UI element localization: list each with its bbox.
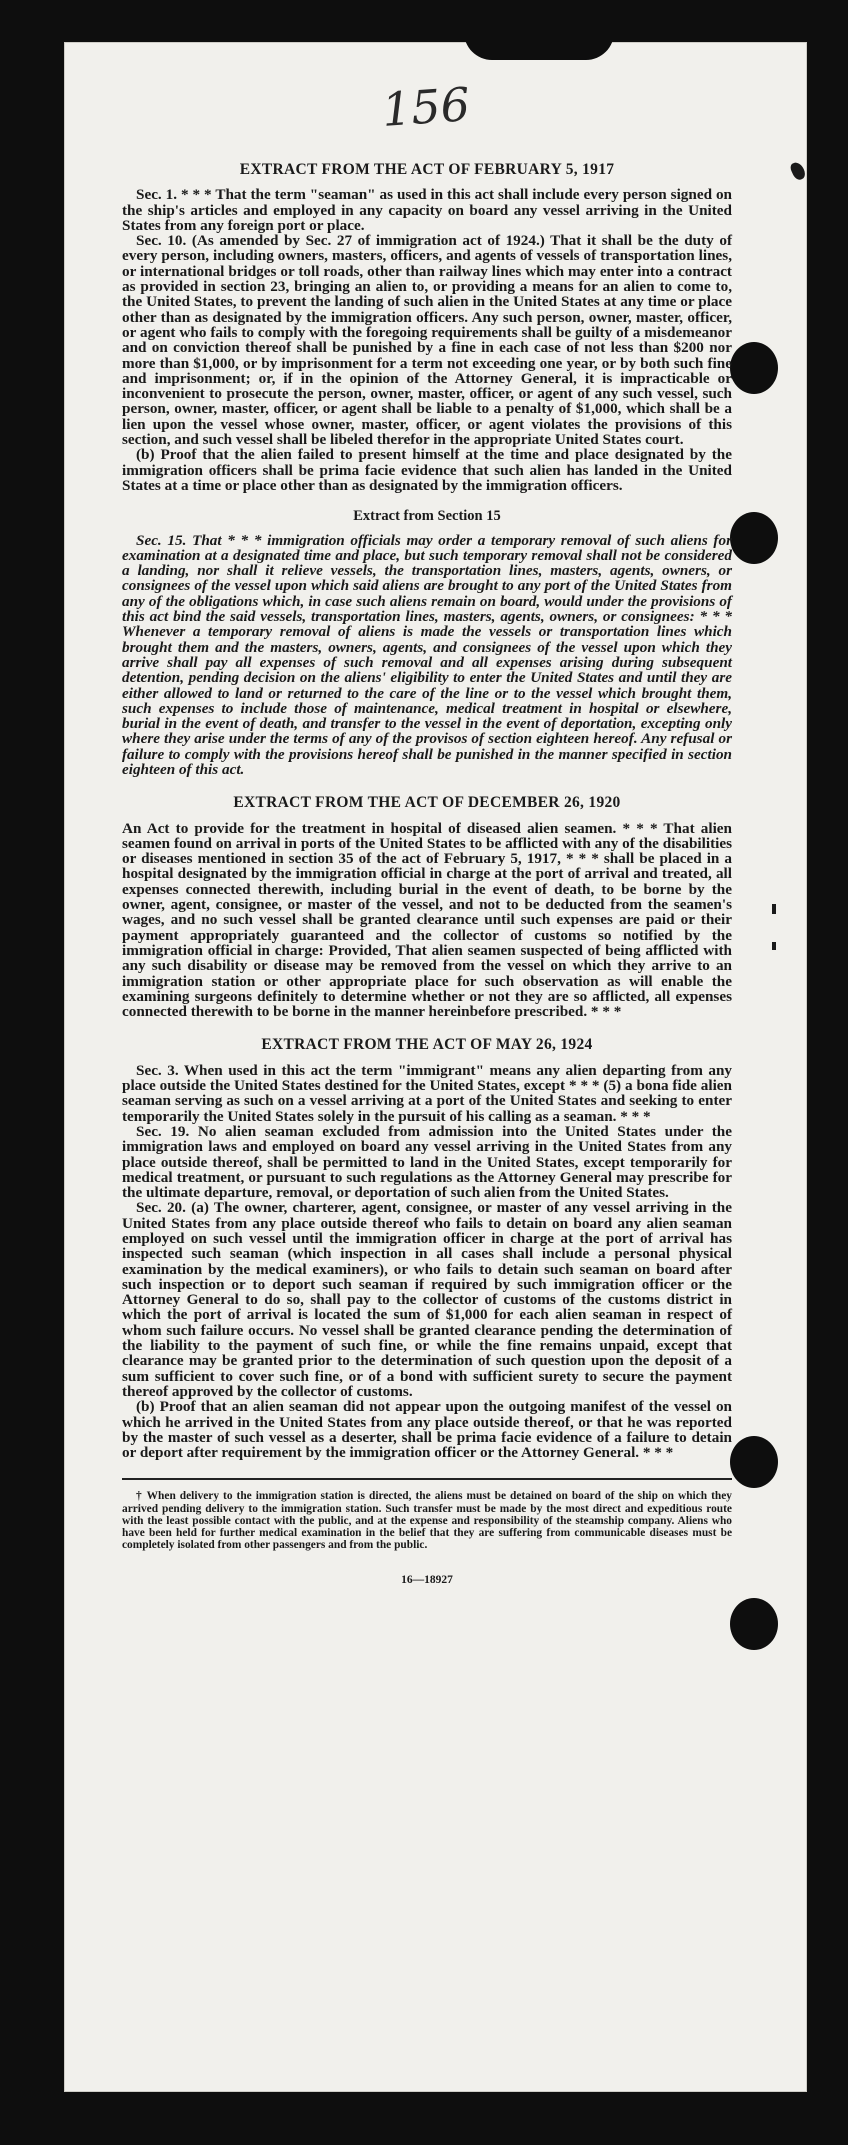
paragraph: Sec. 15. That * * * immigration officials may order a temporary removal of such aliens for examination at a designated time and place, but such temporary removal shall not be considered a landing, nor shall it relieve vessels, the transportation lines, masters, agents, owners, or consignees of the vessel upon which said aliens are brought to any port of the United States from any of the obligations which, in case such aliens remain on board, would under the provisions of this act bind the said vessels, transportation lines, masters, agents, owners, or consignees: * * * Whenever a temporary removal of aliens is made the vessels or transportation lines which brought them and the masters, owners, agents, and consignees of the vessel upon which they arrive shall pay all expenses of such removal and all expenses arising during subsequent detention, pending decision on the aliens' eligibility to enter the United States and until they are either allowed to land or returned to the care of the line or to the vessel which brought them, such expenses to include those of maintenance, medical treatment in hospital or elsewhere, burial in the event of death, and transfer to the vessel in the event of deportation, excepting only where they arise under the terms of any of the provisos of section eighteen hereof. Any refusal or failure to comply with the provisions hereof shall be punished in the manner specified in section eighteen of this act. [122,531,732,778]
punch-hole [730,1598,778,1650]
margin-mark [772,904,776,914]
paragraph: (b) Proof that an alien seaman did not appear upon the outgoing manifest of the vessel on which he arrived in the United States from any place outside thereof, or that he was reported by the master of such vessel as a deserter, shall be prima facie evidence of a failure to detain or deport after requirement by the immigration officer or the Attorney General. * * * [122,1398,732,1462]
document-page [64,42,807,2092]
section-heading: EXTRACT FROM THE ACT OF DECEMBER 26, 1920 [233,794,621,812]
paragraph: Sec. 10. (As amended by Sec. 27 of immigration act of 1924.) That it shall be the duty of every person, including owners, masters, officers, and agents of vessels of transportation lines, or international bridges or toll roads, other than railway lines which may enter into a contract as provided in section 23, bringing an alien to, or providing a means for an alien to come to, the United States, to prevent the landing of such alien in the United States at any time or place other than as designated by the immigration officers. Any such person, owner, master, officer, or agent who fails to comply with the foregoing requirements shall be guilty of a misdemeanor and on conviction thereof shall be punished by a fine in each case of not less than $200 nor more than $1,000, or by imprisonment for a term not exceeding one year, or by both such fine and imprisonment; or, if in the opinion of the Attorney General, it is impracticable or inconvenient to prosecute the person, owner, master, officer, or agent of any such vessel, such person, owner, master, officer, or agent shall be liable to a penalty of $1,000, which shall be a lien upon the vessel whose owner, master, officer, or agent violates the provisions of this section, and such vessel shall be libeled therefor in the appropriate United States court. [122,232,732,449]
footnote: † When delivery to the immigration station is directed, the aliens must be detained on board of the ship on which they arrived pending delivery to the immigration station. Such transfer must be made by the most direct and expeditious route with the least possible contact with the public, and at the expense and responsibility of the steamship company. Aliens who have been held for further medical examination in the belief that they are suffering from communicable diseases must be completely isolated from other passengers and from the public. [122,1490,732,1552]
spacer [122,1019,732,1037]
paragraph: An Act to provide for the treatment in hospital of diseased alien seamen. * * * That alien seamen found on arrival in ports of the United States to be afflicted with any of the disabilities or diseases mentioned in section 35 of the act of February 5, 1917, * * * shall be placed in a hospital designated by the immigration official in charge at the port of arrival and treated, all expenses connected therewith, including burial in the event of death, to be borne by the owner, agent, consignee, or master of the vessel, and not to be deducted from the seamen's wages, and no such vessel shall be granted clearance until such expenses are paid or their payment appropriately guaranteed and the collector of customs so notified by the immigration official in charge: Provided, That alien seamen suspected of being afflicted with any such disability or disease may be removed from the vessel on which they arrive to an immigration station or other appropriate place for such observation as will enable the examining surgeons definitely to determine whether or not they are so afflicted, all expenses connected therewith to be borne in the manner hereinbefore prescribed. * * * [122,819,732,1021]
spacer [122,777,732,795]
paragraph: (b) Proof that the alien failed to present himself at the time and place designated by the immigration officers shall be prima facie evidence that such alien has landed in the United States at a time or place other than as designated by the immigration officers. [122,446,732,494]
ink-mark [789,160,807,181]
paragraph: Sec. 20. (a) The owner, charterer, agent, consignee, or master of any vessel arriving in the United States from any place outside thereof who fails to detain on board any alien seaman employed on such vessel until the immigration officer in charge at the port of arrival has inspected such seaman (which inspection in all cases shall include a personal physical examination by the medical examiners), or who fails to detain such seaman on board after such inspection or to deport such seaman if required by such immigration officer or the Attorney General to do so, shall pay to the collector of customs of the customs district in which the port of arrival is located the sum of $1,000 for each alien seaman in respect of whom such failure occurs. No vessel shall be granted clearance pending the determination of the liability to the payment of such fine, or while the fine remains unpaid, except that clearance may be granted prior to the determination of such question upon the deposit of a sum sufficient to cover such fine, or of a bond with sufficient surety to secure the payment thereof approved by the collector of customs. [122,1199,732,1400]
section-subheading: Extract from Section 15 [353,508,501,525]
form-number: 16—18927 [401,1574,453,1587]
document-body [122,162,732,1589]
section-heading: EXTRACT FROM THE ACT OF MAY 26, 1924 [261,1036,593,1054]
paragraph: Sec. 1. * * * That the term "seaman" as used in this act shall include every person signed on the ship's articles and employed in any capacity on board any vessel arriving in the United States from any foreign port or place. [122,186,732,234]
italic-extract [122,533,732,778]
paragraph: Sec. 19. No alien seaman excluded from admission into the United States under the immigration laws and employed on board any vessel arriving in the United States from any place outside thereof, shall be permitted to land in the United States, except temporarily for medical treatment, or pursuant to such regulations as the Attorney General may prescribe for the ultimate departure, removal, or deportation of such alien from the United States. [122,1122,732,1202]
footnote-rule [122,1478,732,1480]
margin-mark [772,942,776,950]
torn-edge [464,42,614,60]
handwritten-page-number: 156 [380,77,472,137]
punch-hole [730,1436,778,1488]
punch-hole [730,512,778,564]
paragraph: Sec. 3. When used in this act the term "immigrant" means any alien departing from any place outside the United States destined for the United States, except * * * (5) a bona fide alien seaman serving as such on a vessel arriving at a port of the United States and seeking to enter temporarily the United States solely in the pursuit of his calling as a seaman. * * * [122,1061,732,1125]
punch-hole [730,342,778,394]
section-heading: EXTRACT FROM THE ACT OF FEBRUARY 5, 1917 [239,161,615,178]
